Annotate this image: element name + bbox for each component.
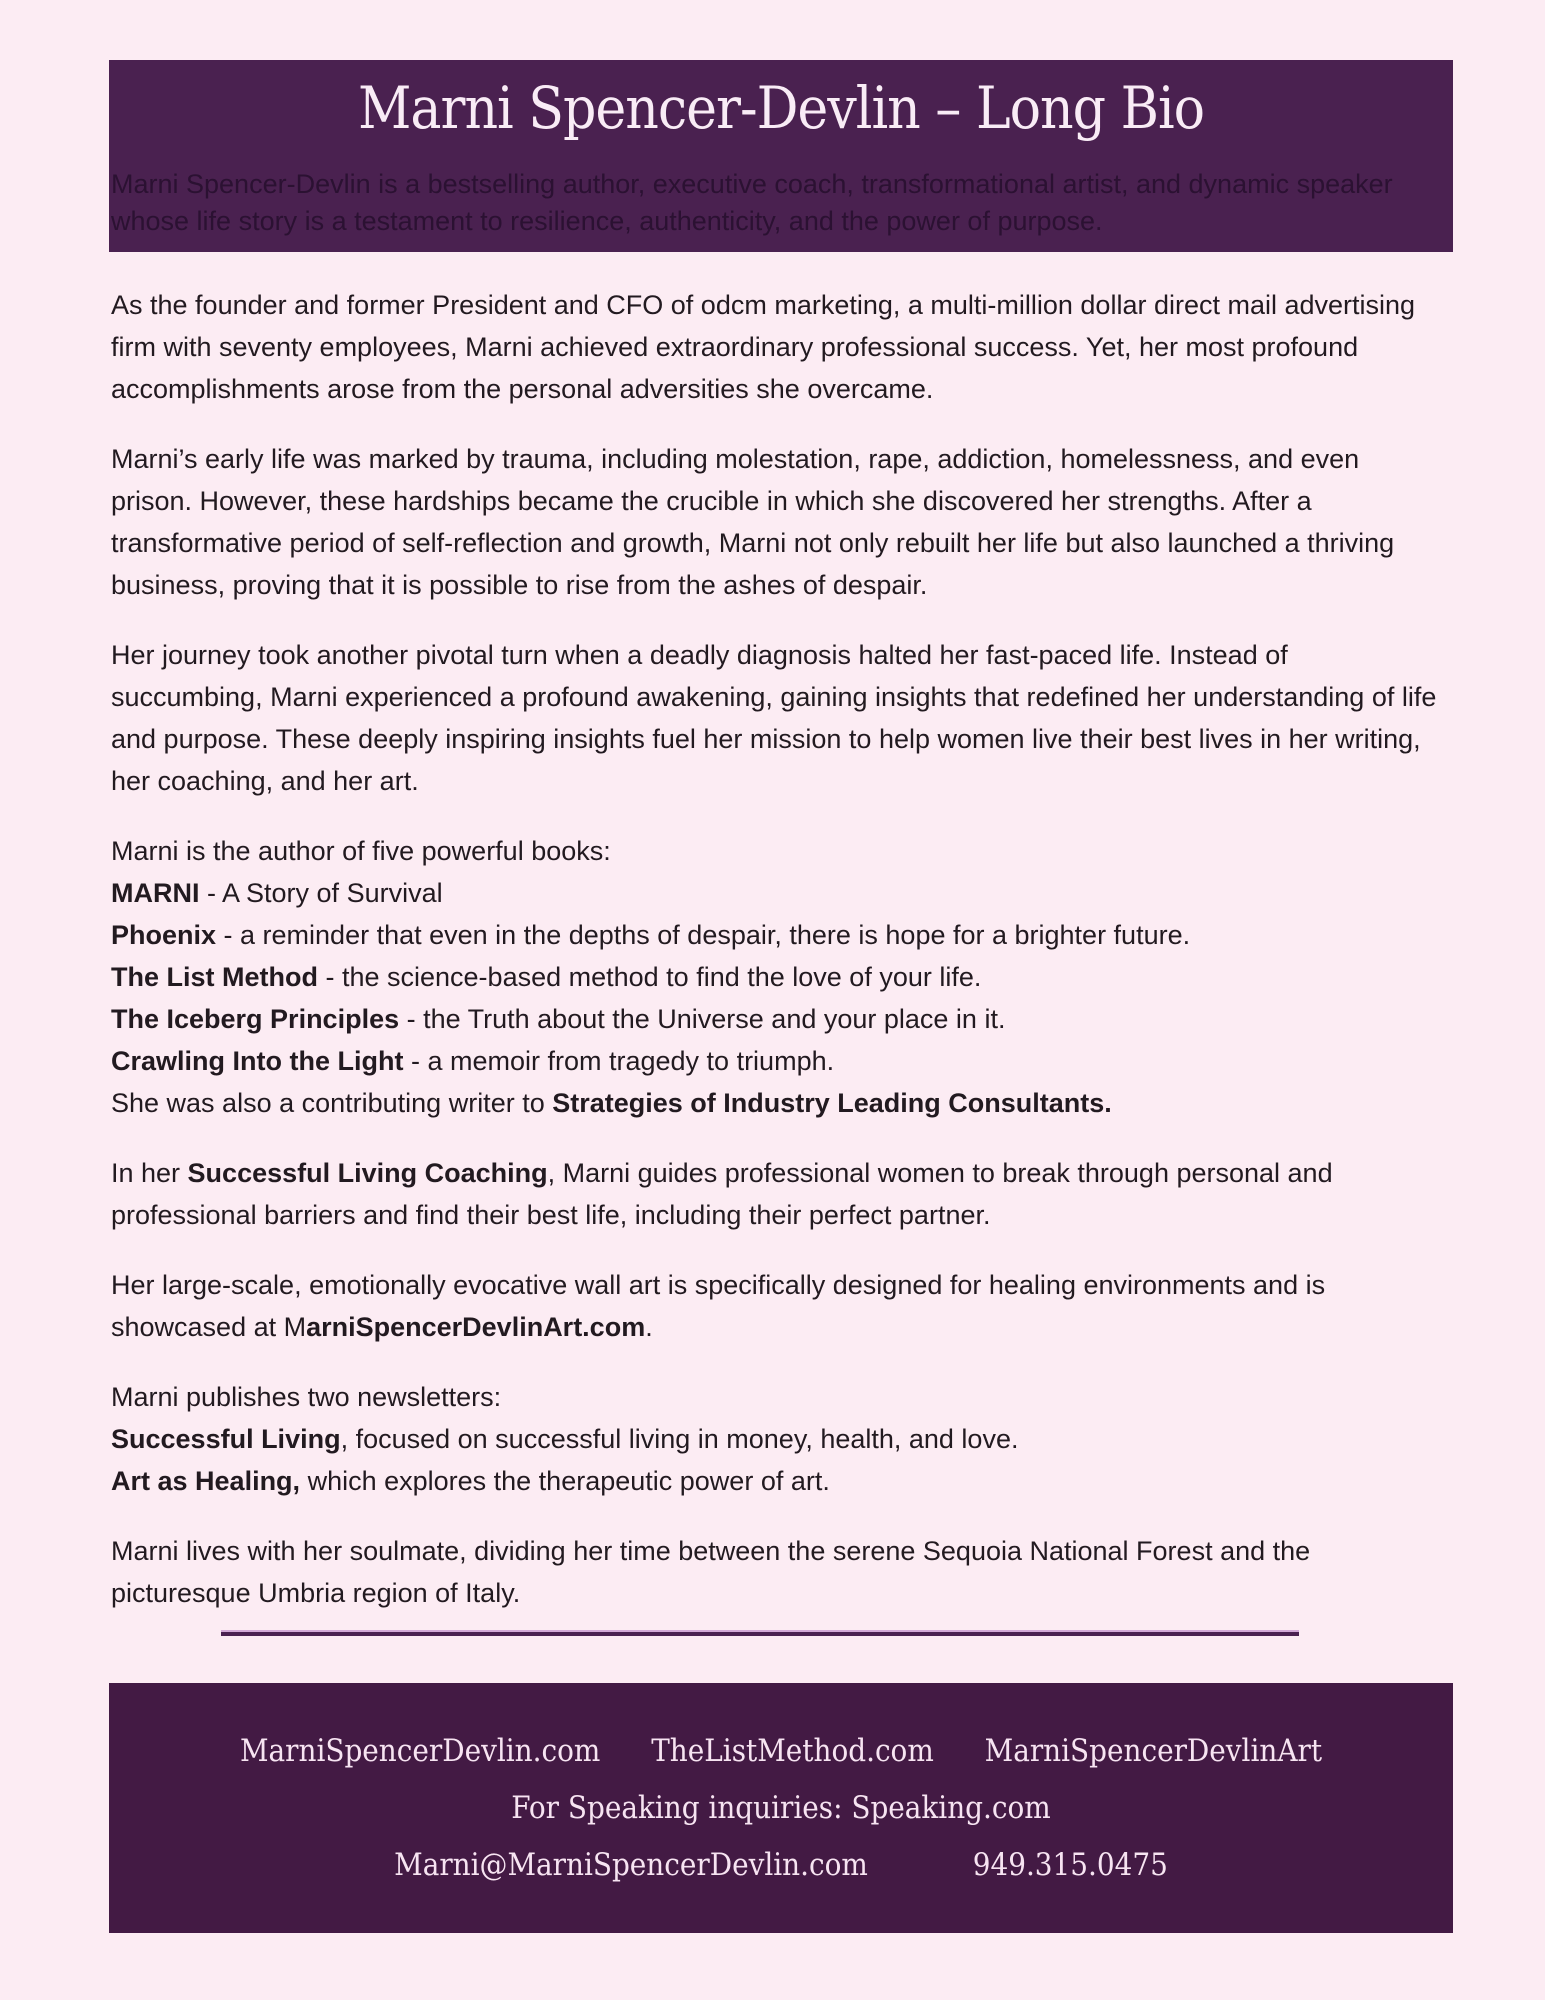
book-title: The Iceberg Principles — [111, 1004, 400, 1034]
book-item — [111, 914, 1443, 956]
footer-banner — [109, 1683, 1453, 1933]
coaching-name: Successful Living Coaching — [187, 1158, 548, 1188]
footer-contact-row — [109, 1837, 1453, 1894]
book-title: Crawling Into the Light — [111, 1046, 404, 1076]
newsletter-name: Successful Living — [111, 1424, 341, 1454]
book-item — [111, 1040, 1443, 1082]
paragraph-residence: Marni lives with her soulmate, dividing her time between the serene Sequoia National Forest and the picturesque Umbria region of Italy. — [111, 1536, 1311, 1608]
footer-site-listmethod: TheListMethod.com — [651, 1733, 934, 1769]
paragraph-art — [111, 1264, 1443, 1348]
book-title: MARNI — [111, 878, 200, 908]
book-title: Phoenix — [111, 920, 217, 950]
book-desc: - the science-based method to find the love of your life. — [317, 962, 982, 992]
contributing-text: She was also a contributing writer to — [111, 1088, 553, 1118]
books-section — [111, 830, 1443, 1124]
footer-sites-row — [109, 1723, 1453, 1780]
book-desc: - A Story of Survival — [199, 878, 443, 908]
coaching-post: , Marni guides professional women to break through personal and professional barriers and find their best life, including their perfect partner. — [111, 1158, 1333, 1230]
art-site: arniSpencerDevlinArt.com — [306, 1312, 646, 1342]
footer-site-main: MarniSpencerDevlin.com — [239, 1733, 601, 1769]
newsletter-desc: , focused on successful living in money, health, and love. — [340, 1424, 1019, 1454]
book-item — [111, 956, 1443, 998]
footer-site-art: MarniSpencerDevlinArt — [984, 1733, 1323, 1769]
section-divider — [221, 1630, 1299, 1636]
book-title: The List Method — [111, 962, 318, 992]
intro-paragraph: Marni Spencer-Devlin is a bestselling author, executive coach, transformational artist, and dynamic speaker whose life story is a testament to resilience, authenticity, and the power of purpose. — [111, 169, 1393, 236]
contributing-line — [111, 1082, 1443, 1124]
footer-speaking-row: For Speaking inquiries: Speaking.com — [511, 1790, 1051, 1826]
newsletter-desc: which explores the therapeutic power of art. — [300, 1466, 830, 1496]
book-item — [111, 998, 1443, 1040]
paragraph-coaching — [111, 1152, 1443, 1236]
books-intro: Marni is the author of five powerful books: — [111, 836, 611, 866]
coaching-pre: In her — [111, 1158, 188, 1188]
footer-phone: 949.315.0475 — [972, 1847, 1168, 1883]
newsletters-section — [111, 1376, 1443, 1502]
newsletter-name: Art as Healing, — [111, 1466, 301, 1496]
newsletter-item — [111, 1460, 1443, 1502]
newsletter-item — [111, 1418, 1443, 1460]
book-desc: - a memoir from tragedy to triumph. — [403, 1046, 835, 1076]
book-desc: - a reminder that even in the depths of despair, there is hope for a brighter future. — [216, 920, 1191, 950]
paragraph-early-life: Marni’s early life was marked by trauma, including molestation, rape, addiction, homelessness, and even prison. However, these hardships became the crucible in which she discovered her strengths. After a transformative period of self-reflection and growth, Marni not only rebuilt her life but also launched a thriving business, proving that it is possible to rise from the ashes of despair. — [111, 444, 1395, 600]
book-item — [111, 872, 1443, 914]
bio-body — [111, 284, 1443, 1614]
art-pre: Her large-scale, emotionally evocative wall art is specifically designed for healing environments and is showcased at M — [111, 1270, 1326, 1342]
newsletters-intro: Marni publishes two newsletters: — [111, 1382, 502, 1412]
page-title: Marni Spencer-Devlin – Long Bio — [357, 74, 1205, 142]
paragraph-journey: Her journey took another pivotal turn when a deadly diagnosis halted her fast-paced life. Instead of succumbing, Marni experienced a profound awakening, gaining insights that redefined her understanding of life and purpose. These deeply inspiring insights fuel her mission to help women live their best lives in her writing, her coaching, and her art. — [111, 640, 1437, 796]
footer-email: Marni@MarniSpencerDevlin.com — [394, 1847, 868, 1883]
contributing-title: Strategies of Industry Leading Consultants. — [552, 1088, 1112, 1118]
art-post: . — [645, 1312, 653, 1342]
paragraph-founder: As the founder and former President and CFO of odcm marketing, a multi-million dollar direct mail advertising firm with seventy employees, Marni achieved extraordinary professional success. Yet, her most profound accomplishments arose from the personal adversities she overcame. — [111, 290, 1416, 404]
book-desc: - the Truth about the Universe and your place in it. — [399, 1004, 1006, 1034]
